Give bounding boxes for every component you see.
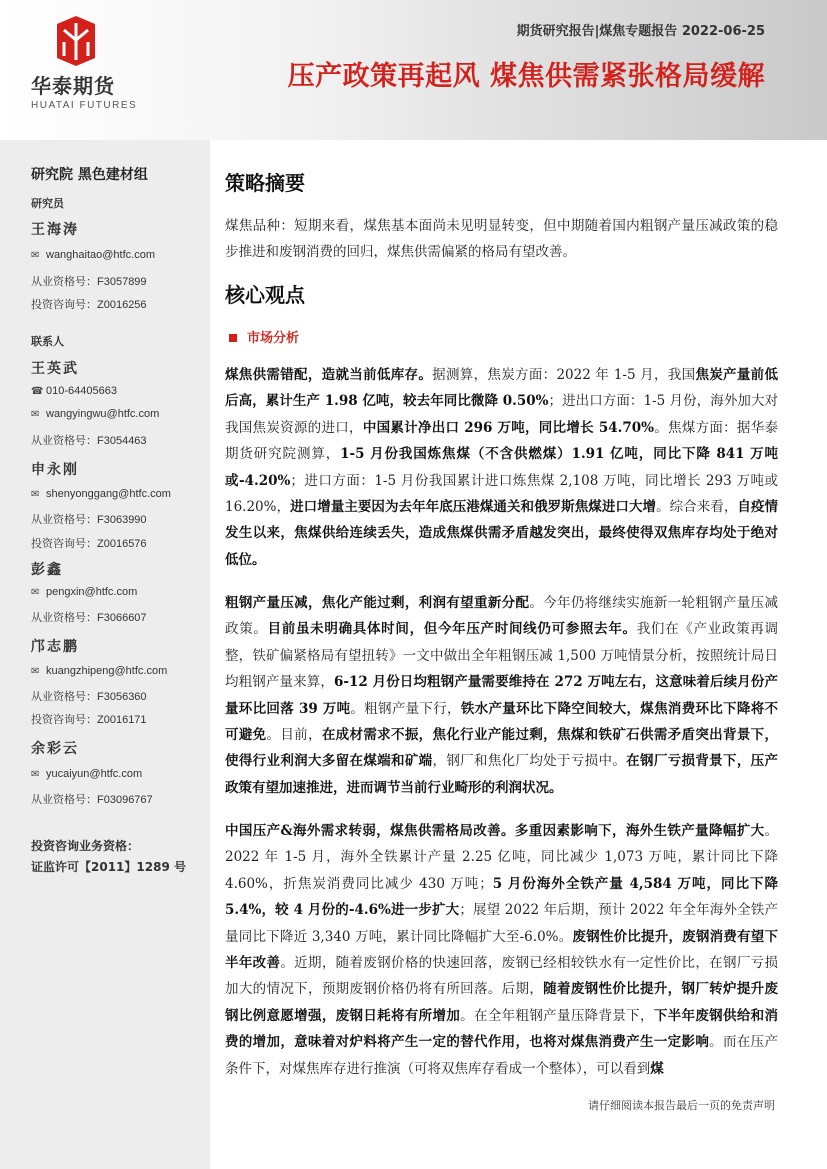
author-email[interactable]: ✉ kuangzhipeng@htfc.com: [31, 665, 168, 677]
author-email[interactable]: ✉ wangyingwu@htfc.com: [31, 408, 160, 420]
contact-label: 联系人: [31, 335, 64, 348]
author-email[interactable]: ✉ wanghaitao@htfc.com: [31, 249, 156, 261]
qualification-title: 投资咨询业务资格：: [31, 839, 140, 853]
researcher-label: 研究员: [31, 197, 64, 210]
author-name: 余彩云: [31, 741, 79, 757]
author-cert: 从业资格号：F3056360: [31, 691, 147, 703]
author-cert: 从业资格号：F3063990: [31, 514, 147, 526]
author-cert: 从业资格号：F3054463: [31, 435, 147, 447]
analysis-paragraph-1: 煤焦供需错配，造就当前低库存。据测算，焦炭方面：2022 年 1-5 月，我国焦炭产量前低后高，累计生产 1.98 亿吨，较去年同比微降 0.50%；进出口方面：1-5 月份，海外加大对我国焦炭资源的进口，中国累计净出口 296 万吨，同比增长 54.70%。焦煤方面：据华泰期货研究院测算，1-5 月份我国炼焦煤（不含供燃煤）1.91 亿吨，同比下降 841 万吨或-4.20%；进口方面：1-5 月份我国累计进口炼焦煤 2,108 万吨，同比增长 293 万吨或 16.20%，进口增量主要因为去年年底压港煤通关和俄罗斯焦煤进口大增。综合来看，自疫情发生以来，焦煤供给连续丢失，造成焦煤供需矛盾越发突出，最终使得双焦库存均处于绝对低位。: [225, 367, 779, 568]
summary-paragraph: 煤焦品种：短期来看，煤焦基本面尚未见明显转变，但中期随着国内粗钢产量压减政策的稳步推进和废钢消费的回归，煤焦供需偏紧的格局有望改善。: [225, 218, 778, 261]
analysis-paragraph-2: 粗钢产量压减，焦化产能过剩，利润有望重新分配。今年仍将继续实施新一轮粗钢产量压减政策。目前虽未明确具体时间，但今年压产时间线仍可参照去年。我们在《产业政策再调整，铁矿偏紧格局有望扭转》一文中做出全年粗钢压减 1,500 万吨情景分析，按照统计局日均粗钢产量来算，6-12 月份日均粗钢产量需要维持在 272 万吨左右，这意味着后续月份产量环比回落 39 万吨。粗钢产量下行，铁水产量环比下降空间较大，煤焦消费环比下降将不可避免。目前，在成材需求不振，焦化行业产能过剩，焦煤和铁矿石供需矛盾突出背景下，使得行业利润大多留在煤端和矿端，钢厂和焦化厂均处于亏损中。在钢厂亏损背景下，压产政策有望加速推进，进而调节当前行业畸形的利润状况。: [225, 595, 779, 796]
author-email[interactable]: ✉ yucaiyun@htfc.com: [31, 768, 143, 780]
author-name: 王英武: [31, 361, 79, 377]
mail-icon: ✉: [31, 409, 40, 420]
mail-icon: ✉: [31, 489, 40, 500]
report-header: [0, 0, 827, 140]
bullet-square-icon: [229, 334, 237, 342]
qualification-license: 证监许可【2011】1289 号: [31, 860, 186, 874]
author-phone: ☎ 010-64405663: [31, 385, 117, 397]
author-email[interactable]: ✉ pengxin@htfc.com: [31, 586, 138, 598]
author-cert: 从业资格号：F3066607: [31, 612, 147, 624]
core-heading: 核心观点: [225, 283, 305, 307]
author-invest: 投资咨询号：Z0016576: [31, 538, 147, 550]
report-meta: 期货研究报告|煤焦专题报告 2022-06-25: [516, 24, 765, 39]
author-email[interactable]: ✉ shenyonggang@htfc.com: [31, 488, 171, 500]
mail-icon: ✉: [31, 250, 40, 261]
author-cert: 从业资格号：F03096767: [31, 794, 153, 806]
author-invest: 投资咨询号：Z0016171: [31, 714, 147, 726]
summary-heading: 策略摘要: [225, 171, 305, 195]
analysis-paragraph-3: 中国压产&海外需求转弱，煤焦供需格局改善。多重因素影响下，海外生铁产量降幅扩大。2022 年 1-5 月，海外全铁累计产量 2.25 亿吨，同比减少 1,073 万吨，累计同比下降 4.60%，折焦炭消费同比减少 430 万吨；5 月份海外全铁产量 4,584 万吨，同比下降 5.4%，较 4 月份的-4.6%进一步扩大；展望 2022 年后期，预计 2022 年全年海外全铁产量同比下降近 3,340 万吨，累计同比降幅扩大至-6.0%。废钢性价比提升，废钢消费有望下半年改善。近期，随着废钢价格的快速回落，废钢已经相较铁水有一定性价比，在钢厂亏损加大的情况下，预期废钢价格仍将有所回落。后期，随着废钢性价比提升，钢厂转炉提升废钢比例意愿增强，废钢日耗将有所增加。在全年粗钢产量压降背景下，下半年废钢供给和消费的增加，意味着对炉料将产生一定的替代作用，也将对煤焦消费产生一定影响。而在压产条件下，对煤焦库存进行推演（可将双焦库存看成一个整体），可以看到煤: [225, 823, 779, 1077]
phone-icon: ☎: [31, 386, 44, 397]
report-title: 压产政策再起风 煤焦供需紧张格局缓解: [287, 61, 765, 92]
logo-chinese-name: 华泰期货: [31, 74, 115, 98]
logo-english-name: HUATAI FUTURES: [31, 100, 138, 111]
mail-icon: ✉: [31, 587, 40, 598]
author-name: 邝志鹏: [31, 639, 79, 655]
author-name: 王海涛: [31, 222, 79, 238]
disclaimer-footer: 请仔细阅读本报告最后一页的免责声明: [588, 1099, 775, 1112]
section-market-analysis: 市场分析: [229, 327, 299, 346]
research-group: 研究院 黑色建材组: [31, 167, 148, 183]
mail-icon: ✉: [31, 666, 40, 677]
huatai-logo-icon: [53, 16, 99, 66]
mail-icon: ✉: [31, 769, 40, 780]
author-cert: 从业资格号：F3057899: [31, 276, 147, 288]
author-name: 申永刚: [31, 462, 79, 478]
author-invest: 投资咨询号：Z0016256: [31, 299, 147, 311]
author-name: 彭鑫: [31, 562, 63, 578]
